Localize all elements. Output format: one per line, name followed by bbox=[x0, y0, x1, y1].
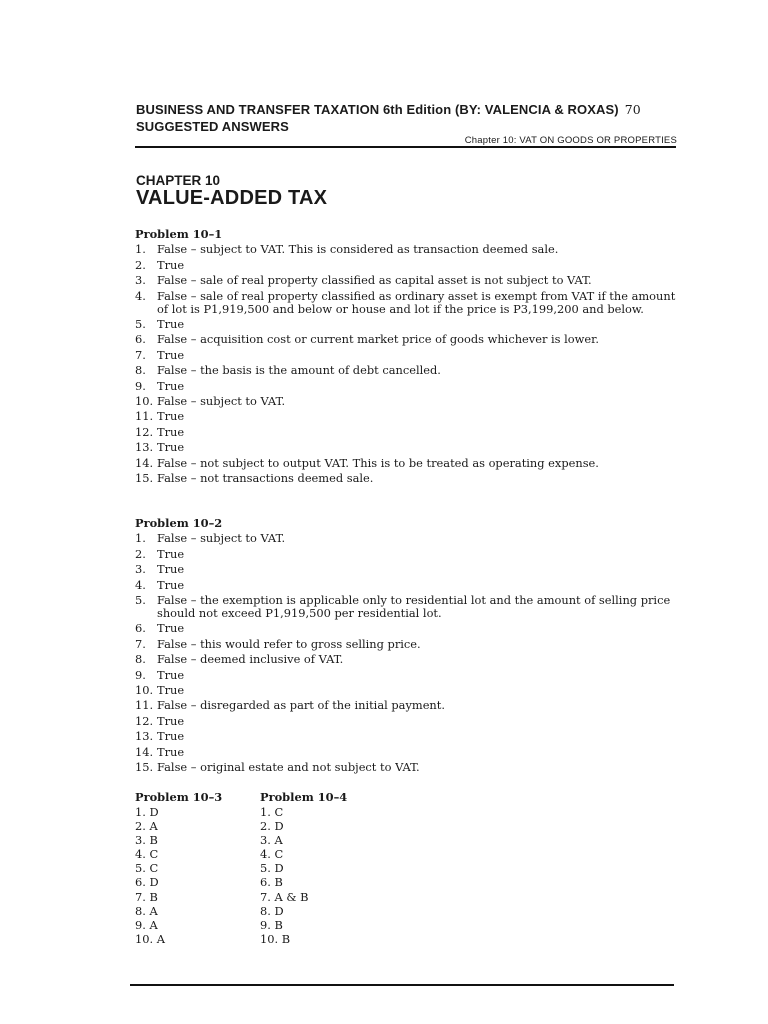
answer-item: 10. A bbox=[135, 931, 165, 946]
list-item: 7. False – this would refer to gross selling price. bbox=[135, 636, 421, 651]
list-item: 6. False – acquisition cost or current market price of goods whichever is lower. bbox=[135, 332, 599, 347]
chapter-title: VALUE-ADDED TAX bbox=[136, 187, 328, 209]
list-item: 5. True bbox=[135, 317, 185, 332]
list-item: 4. True bbox=[135, 577, 185, 592]
answer-item: 4. C bbox=[260, 847, 284, 862]
answer-item: 9. A bbox=[135, 917, 158, 932]
chapter-label: CHAPTER 10 bbox=[136, 173, 221, 188]
answer-item: 6. B bbox=[260, 875, 283, 890]
list-item: 13. True bbox=[135, 729, 185, 744]
list-item: 12. True bbox=[135, 713, 185, 728]
list-item: 6. True bbox=[135, 621, 185, 636]
answer-item: 1. C bbox=[260, 805, 284, 819]
answer-item: 2. D bbox=[260, 819, 284, 834]
problem-title: Problem 10–4 bbox=[260, 790, 348, 804]
list-item: 1. False – subject to VAT. This is considered as transaction deemed sale. bbox=[135, 242, 559, 257]
list-item: 7. True bbox=[135, 347, 185, 362]
list-item: 1. False – subject to VAT. bbox=[135, 531, 286, 546]
answer-item: 10. B bbox=[260, 931, 291, 946]
list-item: 14. True bbox=[135, 744, 185, 759]
list-item: 11. False – disregarded as part of the initial payment. bbox=[135, 698, 445, 713]
list-item: 15. False – not transactions deemed sale. bbox=[135, 471, 374, 486]
answer-item: 5. D bbox=[260, 861, 284, 876]
list-item: 11. True bbox=[135, 409, 185, 424]
answer-item: 5. C bbox=[135, 861, 159, 876]
answer-item: 6. D bbox=[135, 875, 159, 890]
list-item: 9. True bbox=[135, 667, 185, 682]
document-header bbox=[136, 101, 676, 135]
answer-item: 3. A bbox=[260, 833, 283, 848]
list-item: 9. True bbox=[135, 378, 185, 393]
problem-title: Problem 10–2 bbox=[135, 516, 223, 530]
list-item: 3. False – sale of real property classified as capital asset is not subject to VAT. bbox=[135, 273, 592, 288]
answer-item: 1. D bbox=[135, 805, 159, 819]
answer-item: 7. A & B bbox=[260, 889, 309, 904]
problem-10-4 bbox=[260, 790, 347, 946]
answer-item: 7. B bbox=[135, 889, 158, 904]
list-item: 5. False – the exemption is applicable only to residential lot and the amount of selling price should not exceed P1,919,500 per residential lot. bbox=[135, 593, 671, 621]
list-item: 12. True bbox=[135, 424, 185, 439]
list-item: 3. True bbox=[135, 562, 185, 577]
list-item: 4. False – sale of real property classified as ordinary asset is exempt from VAT if the amount of lot is P1,919,500 and below or house and lot if the price is P3,199,200 and below. bbox=[135, 288, 676, 316]
list-item: 10. False – subject to VAT. bbox=[135, 394, 286, 409]
header-title-line2: SUGGESTED ANSWERS bbox=[136, 119, 289, 134]
book-title: BUSINESS AND TRANSFER TAXATION 6th Edition (BY: VALENCIA & ROXAS) bbox=[136, 102, 619, 117]
list-item: 2. True bbox=[135, 546, 185, 561]
list-item: 8. False – the basis is the amount of debt cancelled. bbox=[135, 363, 441, 378]
answer-item: 4. C bbox=[135, 847, 159, 862]
chapter-reference: Chapter 10: VAT ON GOODS OR PROPERTIES bbox=[464, 135, 677, 146]
list-item: 8. False – deemed inclusive of VAT. bbox=[135, 652, 344, 667]
answer-item: 8. A bbox=[135, 903, 158, 918]
list-item: 10. True bbox=[135, 683, 185, 698]
answer-item: 9. B bbox=[260, 917, 283, 932]
problem-10-2 bbox=[135, 516, 680, 775]
footer-divider bbox=[130, 984, 674, 986]
problem-10-3 bbox=[135, 790, 222, 946]
problem-10-1 bbox=[135, 227, 680, 486]
list-item: 14. False – not subject to output VAT. This is to be treated as operating expense. bbox=[135, 455, 599, 470]
header-title-line1 bbox=[136, 101, 676, 118]
list-item: 15. False – original estate and not subject to VAT. bbox=[135, 760, 420, 775]
problem-title: Problem 10–3 bbox=[135, 790, 223, 804]
header-divider bbox=[135, 146, 676, 148]
page-number: 70 bbox=[624, 102, 641, 117]
list-item: 2. True bbox=[135, 257, 185, 272]
list-item: 13. True bbox=[135, 440, 185, 455]
answer-item: 2. A bbox=[135, 819, 158, 834]
problem-title: Problem 10–1 bbox=[135, 227, 223, 241]
answer-item: 8. D bbox=[260, 903, 284, 918]
answer-item: 3. B bbox=[135, 833, 158, 848]
